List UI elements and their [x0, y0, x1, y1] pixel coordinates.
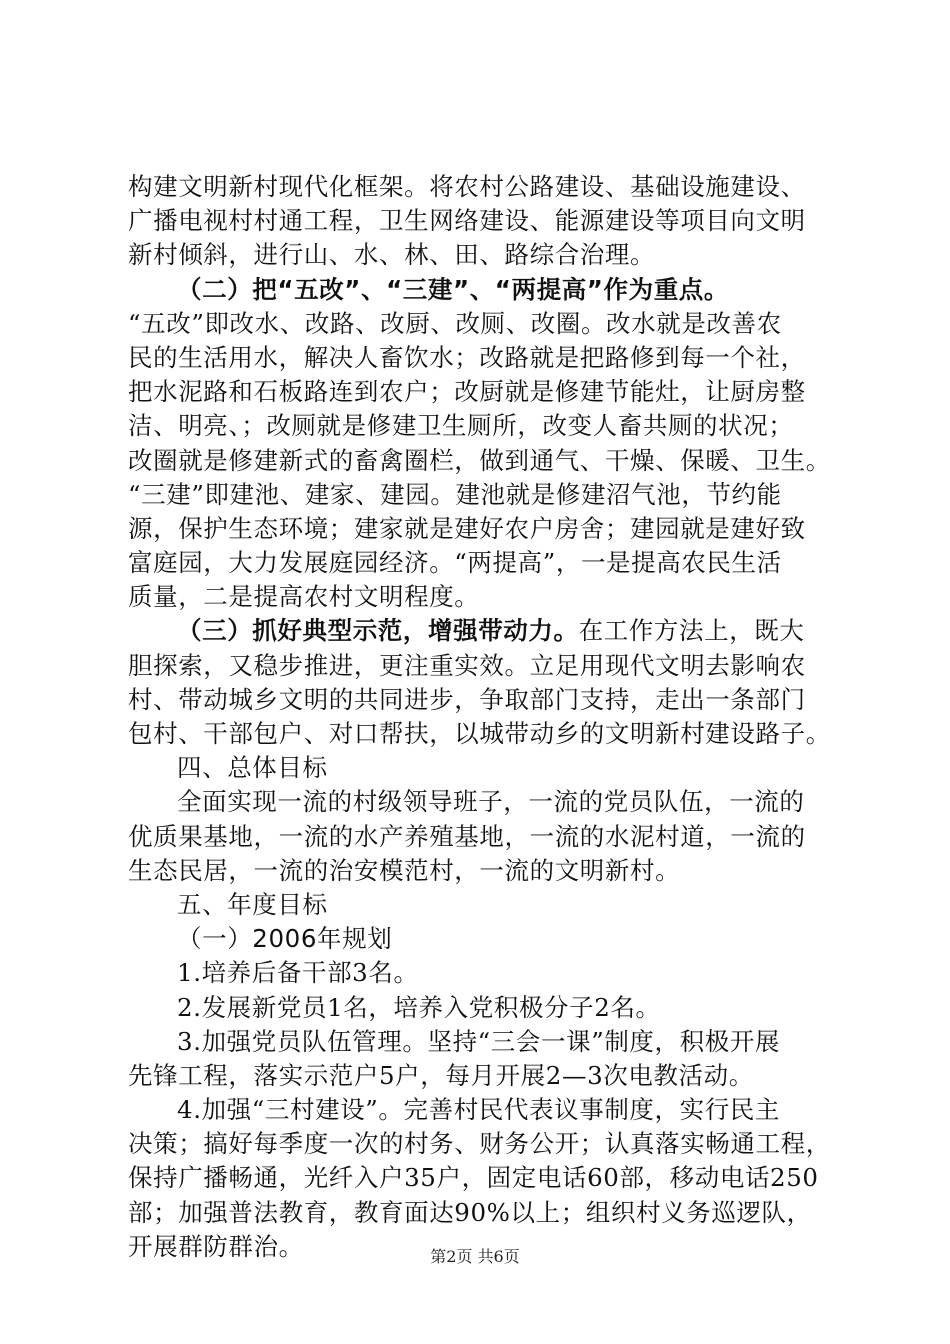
- page-footer: 第2页 共6页: [430, 1247, 520, 1266]
- text-fragment: 在工作方法上，既大: [578, 616, 805, 646]
- text-line: 富庭园，大力发展庭园经济。“两提高”，一是提高农民生活: [128, 548, 782, 578]
- text-line: “三建”即建池、建家、建园。建池就是修建沼气池，节约能: [128, 479, 782, 509]
- text-line: 优质果基地，一流的水产养殖基地，一流的水泥村道，一流的: [128, 821, 806, 851]
- list-item: 2.发展新党员1名，培养入党积极分子2名。: [177, 992, 661, 1022]
- text-line: “五改”即改水、改路、改厨、改厕、改圈。改水就是改善农: [128, 308, 782, 338]
- text-line: 胆探索，又稳步推进，更注重实效。立足用现代文明去影响农: [128, 650, 806, 680]
- text-line: 全面实现一流的村级领导班子，一流的党员队伍，一流的: [177, 787, 805, 817]
- section-heading-line: [128, 614, 828, 648]
- text-line: 洁、明亮、；改厕就是修建卫生厕所，改变人畜共厕的状况；: [128, 411, 794, 441]
- section-title: 五、年度目标: [177, 889, 328, 919]
- text-line: 改圈就是修建新式的畜禽圈栏，做到通气、干燥、保暖、卫生。: [128, 445, 831, 475]
- text-line: 先锋工程，落实示范户5户，每月开展2—3次电教活动。: [128, 1060, 754, 1090]
- text-line: 包村、干部包户、对口帮扶，以城带动乡的文明新村建设路子。: [128, 719, 831, 748]
- text-line: 生态民居，一流的治安模范村，一流的文明新村。: [128, 855, 681, 885]
- section-title: 四、总体目标: [177, 753, 328, 783]
- text-line: 村、带动城乡文明的共同进步，争取部门支持，走出一条部门: [128, 684, 806, 714]
- section-heading-line: [128, 273, 828, 307]
- text-line: 开展群防群治。: [128, 1231, 304, 1261]
- text-line: 广播电视村村通工程，卫生网络建设、能源建设等项目向文明: [128, 206, 806, 236]
- section-heading: （二）把“五改”、“三建”、“两提高”作为重点。: [177, 274, 730, 304]
- list-item: 1.培养后备干部3名。: [177, 958, 419, 988]
- text-line: 决策；搞好每季度一次的村务、财务公开；认真落实畅通工程，: [128, 1129, 831, 1159]
- list-item: 4.加强“三村建设”。完善村民代表议事制度，实行民主: [177, 1095, 781, 1125]
- text-line: 源，保护生态环境；建家就是建好农户房舍；建园就是建好致: [128, 513, 806, 543]
- text-line: 保持广播畅通，光纤入户35户，固定电话60部，移动电话250: [128, 1163, 819, 1193]
- list-item: 3.加强党员队伍管理。坚持“三会一课”制度，积极开展: [177, 1026, 781, 1056]
- text-line: 民的生活用水，解决人畜饮水；改路就是把路修到每一个社，: [128, 342, 806, 372]
- section-heading: （三）抓好典型示范，增强带动力。: [177, 616, 579, 646]
- text-line: 质量，二是提高农村文明程度。: [128, 582, 480, 612]
- text-line: 部；加强普法教育，教育面达90%以上；组织村义务巡逻队，: [128, 1197, 812, 1227]
- document-body: [128, 170, 831, 1264]
- text-line: 新村倾斜，进行山、水、林、田、路综合治理。: [128, 240, 656, 270]
- text-line: 构建文明新村现代化框架。将农村公路建设、基础设施建设、: [128, 172, 806, 201]
- text-line: 把水泥路和石板路连到农户；改厨就是修建节能灶，让厨房整: [128, 377, 806, 407]
- subsection-title: （一）2006年规划: [177, 924, 393, 954]
